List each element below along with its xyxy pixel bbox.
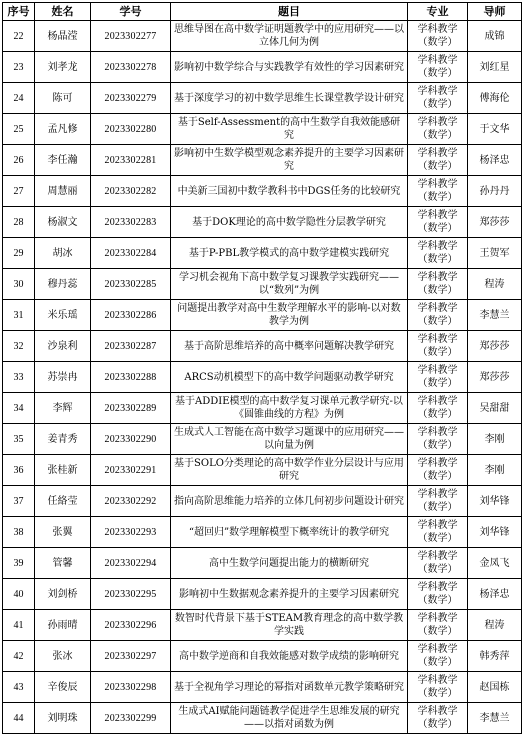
cell-name: 周慧丽 bbox=[35, 176, 91, 207]
cell-advisor: 王贺军 bbox=[468, 238, 522, 269]
cell-student-id: 2023302295 bbox=[91, 579, 171, 610]
cell-seq: 44 bbox=[3, 703, 35, 734]
table-row bbox=[3, 610, 522, 641]
cell-title: 生成式AI赋能问题链教学促进学生思维发展的研究——以指对函数为例 bbox=[171, 703, 408, 734]
header-title: 题目 bbox=[171, 3, 408, 21]
cell-advisor: 刘红星 bbox=[468, 52, 522, 83]
cell-name: 刘明珠 bbox=[35, 703, 91, 734]
cell-major: 学科教学（数学） bbox=[408, 548, 468, 579]
table-row bbox=[3, 83, 522, 114]
cell-advisor: 李慧兰 bbox=[468, 300, 522, 331]
cell-major: 学科教学（数学） bbox=[408, 145, 468, 176]
cell-advisor: 成锦 bbox=[468, 21, 522, 52]
cell-title: 问题提出教学对高中生数学理解水平的影响-以对数教学为例 bbox=[171, 300, 408, 331]
cell-name: 李任瀚 bbox=[35, 145, 91, 176]
cell-title: “超回归”数学理解模型下概率统计的教学研究 bbox=[171, 517, 408, 548]
cell-advisor: 郑莎莎 bbox=[468, 331, 522, 362]
cell-seq: 32 bbox=[3, 331, 35, 362]
cell-major: 学科教学（数学） bbox=[408, 579, 468, 610]
cell-name: 杨淑文 bbox=[35, 207, 91, 238]
cell-major: 学科教学（数学） bbox=[408, 269, 468, 300]
cell-major: 学科教学（数学） bbox=[408, 238, 468, 269]
cell-seq: 42 bbox=[3, 641, 35, 672]
table-row bbox=[3, 52, 522, 83]
cell-name: 胡冰 bbox=[35, 238, 91, 269]
cell-major: 学科教学（数学） bbox=[408, 393, 468, 424]
cell-name: 姜青秀 bbox=[35, 424, 91, 455]
cell-major: 学科教学（数学） bbox=[408, 331, 468, 362]
table-row bbox=[3, 176, 522, 207]
header-major: 专业 bbox=[408, 3, 468, 21]
cell-title: 基于SOLO分类理论的高中数学作业分层设计与应用研究 bbox=[171, 455, 408, 486]
table-row bbox=[3, 21, 522, 52]
cell-name: 任絡莹 bbox=[35, 486, 91, 517]
cell-advisor: 郑莎莎 bbox=[468, 362, 522, 393]
table-row bbox=[3, 548, 522, 579]
cell-seq: 40 bbox=[3, 579, 35, 610]
cell-seq: 24 bbox=[3, 83, 35, 114]
cell-advisor: 李刚 bbox=[468, 424, 522, 455]
cell-title: 基于Self-Assessment的高中生数学自我效能感研究 bbox=[171, 114, 408, 145]
cell-title: 高中数学逆商和自我效能感对数学成绩的影响研究 bbox=[171, 641, 408, 672]
cell-seq: 37 bbox=[3, 486, 35, 517]
cell-student-id: 2023302281 bbox=[91, 145, 171, 176]
cell-student-id: 2023302286 bbox=[91, 300, 171, 331]
cell-seq: 23 bbox=[3, 52, 35, 83]
cell-advisor: 傅海伦 bbox=[468, 83, 522, 114]
cell-major: 学科教学（数学） bbox=[408, 52, 468, 83]
cell-major: 学科教学（数学） bbox=[408, 486, 468, 517]
cell-major: 学科教学（数学） bbox=[408, 300, 468, 331]
cell-student-id: 2023302277 bbox=[91, 21, 171, 52]
cell-student-id: 2023302289 bbox=[91, 393, 171, 424]
cell-title: 基于高阶思维培养的高中概率问题解决教学研究 bbox=[171, 331, 408, 362]
cell-major: 学科教学（数学） bbox=[408, 83, 468, 114]
cell-advisor: 孙丹丹 bbox=[468, 176, 522, 207]
cell-student-id: 2023302284 bbox=[91, 238, 171, 269]
cell-student-id: 2023302291 bbox=[91, 455, 171, 486]
header-advisor: 导师 bbox=[468, 3, 522, 21]
cell-major: 学科教学（数学） bbox=[408, 703, 468, 734]
cell-seq: 27 bbox=[3, 176, 35, 207]
table-row bbox=[3, 455, 522, 486]
cell-student-id: 2023302294 bbox=[91, 548, 171, 579]
cell-major: 学科教学（数学） bbox=[408, 455, 468, 486]
cell-seq: 33 bbox=[3, 362, 35, 393]
cell-student-id: 2023302293 bbox=[91, 517, 171, 548]
cell-seq: 34 bbox=[3, 393, 35, 424]
table-row bbox=[3, 114, 522, 145]
cell-title: ARCS动机模型下的高中数学问题驱动教学研究 bbox=[171, 362, 408, 393]
cell-title: 数智时代背景下基于STEAM教育理念的高中数学教学实践 bbox=[171, 610, 408, 641]
cell-name: 管馨 bbox=[35, 548, 91, 579]
cell-major: 学科教学（数学） bbox=[408, 672, 468, 703]
cell-name: 张翼 bbox=[35, 517, 91, 548]
cell-title: 学习机会视角下高中数学复习课教学实践研究——以“数列”为例 bbox=[171, 269, 408, 300]
cell-seq: 35 bbox=[3, 424, 35, 455]
cell-title: 中美新三国初中数学教科书中DGS任务的比较研究 bbox=[171, 176, 408, 207]
cell-advisor: 刘华锋 bbox=[468, 486, 522, 517]
cell-advisor: 郑莎莎 bbox=[468, 207, 522, 238]
cell-name: 沙泉利 bbox=[35, 331, 91, 362]
cell-seq: 43 bbox=[3, 672, 35, 703]
table-row bbox=[3, 238, 522, 269]
cell-name: 穆丹蕊 bbox=[35, 269, 91, 300]
cell-student-id: 2023302285 bbox=[91, 269, 171, 300]
cell-seq: 28 bbox=[3, 207, 35, 238]
cell-name: 刘孝龙 bbox=[35, 52, 91, 83]
table-row bbox=[3, 331, 522, 362]
cell-seq: 39 bbox=[3, 548, 35, 579]
cell-seq: 30 bbox=[3, 269, 35, 300]
cell-name: 陈可 bbox=[35, 83, 91, 114]
header-student-id: 学号 bbox=[91, 3, 171, 21]
cell-student-id: 2023302296 bbox=[91, 610, 171, 641]
cell-major: 学科教学（数学） bbox=[408, 424, 468, 455]
cell-advisor: 程涛 bbox=[468, 269, 522, 300]
cell-title: 思维导图在高中数学证明题教学中的应用研究——以立体几何为例 bbox=[171, 21, 408, 52]
cell-advisor: 李慧兰 bbox=[468, 703, 522, 734]
cell-advisor: 刘华锋 bbox=[468, 517, 522, 548]
cell-name: 杨晶滢 bbox=[35, 21, 91, 52]
cell-advisor: 杨泽忠 bbox=[468, 145, 522, 176]
table-row bbox=[3, 207, 522, 238]
cell-title: 生成式人工智能在高中数学习题课中的应用研究——以向量为例 bbox=[171, 424, 408, 455]
cell-seq: 36 bbox=[3, 455, 35, 486]
table-header-row bbox=[3, 3, 522, 21]
cell-name: 张桂新 bbox=[35, 455, 91, 486]
cell-major: 学科教学（数学） bbox=[408, 207, 468, 238]
cell-advisor: 于文华 bbox=[468, 114, 522, 145]
header-seq: 序号 bbox=[3, 3, 35, 21]
cell-name: 孙雨晴 bbox=[35, 610, 91, 641]
table-row bbox=[3, 300, 522, 331]
cell-title: 基于P-PBL教学模式的高中数学建模实践研究 bbox=[171, 238, 408, 269]
cell-seq: 22 bbox=[3, 21, 35, 52]
cell-student-id: 2023302280 bbox=[91, 114, 171, 145]
cell-student-id: 2023302278 bbox=[91, 52, 171, 83]
table-row bbox=[3, 672, 522, 703]
table-row bbox=[3, 393, 522, 424]
cell-name: 张冰 bbox=[35, 641, 91, 672]
cell-student-id: 2023302287 bbox=[91, 331, 171, 362]
cell-advisor: 李刚 bbox=[468, 455, 522, 486]
cell-student-id: 2023302279 bbox=[91, 83, 171, 114]
cell-major: 学科教学（数学） bbox=[408, 114, 468, 145]
cell-advisor: 吴甜甜 bbox=[468, 393, 522, 424]
cell-title: 基于全视角学习理论的幂指对函数单元教学策略研究 bbox=[171, 672, 408, 703]
table-row bbox=[3, 517, 522, 548]
cell-student-id: 2023302299 bbox=[91, 703, 171, 734]
table-row bbox=[3, 703, 522, 734]
header-name: 姓名 bbox=[35, 3, 91, 21]
cell-student-id: 2023302298 bbox=[91, 672, 171, 703]
cell-name: 辛俊辰 bbox=[35, 672, 91, 703]
cell-advisor: 程涛 bbox=[468, 610, 522, 641]
cell-title: 高中生数学问题提出能力的横断研究 bbox=[171, 548, 408, 579]
cell-name: 米乐瑶 bbox=[35, 300, 91, 331]
cell-name: 刘剑桥 bbox=[35, 579, 91, 610]
cell-title: 影响初中数学综合与实践教学有效性的学习因素研究 bbox=[171, 52, 408, 83]
cell-title: 影响初中生数学模型观念素养提升的主要学习因素研究 bbox=[171, 145, 408, 176]
cell-major: 学科教学（数学） bbox=[408, 641, 468, 672]
cell-student-id: 2023302283 bbox=[91, 207, 171, 238]
cell-name: 孟凡修 bbox=[35, 114, 91, 145]
cell-student-id: 2023302297 bbox=[91, 641, 171, 672]
cell-student-id: 2023302292 bbox=[91, 486, 171, 517]
cell-title: 指向高阶思维能力培养的立体几何初步问题设计研究 bbox=[171, 486, 408, 517]
table-row bbox=[3, 424, 522, 455]
table-row bbox=[3, 145, 522, 176]
cell-seq: 25 bbox=[3, 114, 35, 145]
cell-student-id: 2023302288 bbox=[91, 362, 171, 393]
cell-student-id: 2023302290 bbox=[91, 424, 171, 455]
cell-title: 影响初中生数据观念素养提升的主要学习因素研究 bbox=[171, 579, 408, 610]
cell-seq: 26 bbox=[3, 145, 35, 176]
cell-major: 学科教学（数学） bbox=[408, 517, 468, 548]
cell-name: 李辉 bbox=[35, 393, 91, 424]
cell-seq: 38 bbox=[3, 517, 35, 548]
cell-advisor: 赵国栋 bbox=[468, 672, 522, 703]
cell-advisor: 韩秀萍 bbox=[468, 641, 522, 672]
cell-title: 基于ADDIE模型的高中数学复习课单元教学研究-以《圆锥曲线的方程》为例 bbox=[171, 393, 408, 424]
cell-title: 基于DOK理论的高中数学隐性分层教学研究 bbox=[171, 207, 408, 238]
table-row bbox=[3, 269, 522, 300]
table-row bbox=[3, 486, 522, 517]
thesis-topic-table bbox=[2, 2, 522, 734]
cell-name: 苏崇冉 bbox=[35, 362, 91, 393]
cell-major: 学科教学（数学） bbox=[408, 176, 468, 207]
cell-seq: 41 bbox=[3, 610, 35, 641]
cell-major: 学科教学（数学） bbox=[408, 362, 468, 393]
table-row bbox=[3, 641, 522, 672]
table-row bbox=[3, 362, 522, 393]
table-body bbox=[3, 21, 522, 734]
cell-seq: 29 bbox=[3, 238, 35, 269]
cell-student-id: 2023302282 bbox=[91, 176, 171, 207]
table-row bbox=[3, 579, 522, 610]
cell-advisor: 金凤飞 bbox=[468, 548, 522, 579]
cell-advisor: 杨泽忠 bbox=[468, 579, 522, 610]
cell-title: 基于深度学习的初中数学思维生长课堂教学设计研究 bbox=[171, 83, 408, 114]
cell-major: 学科教学（数学） bbox=[408, 21, 468, 52]
cell-major: 学科教学（数学） bbox=[408, 610, 468, 641]
cell-seq: 31 bbox=[3, 300, 35, 331]
